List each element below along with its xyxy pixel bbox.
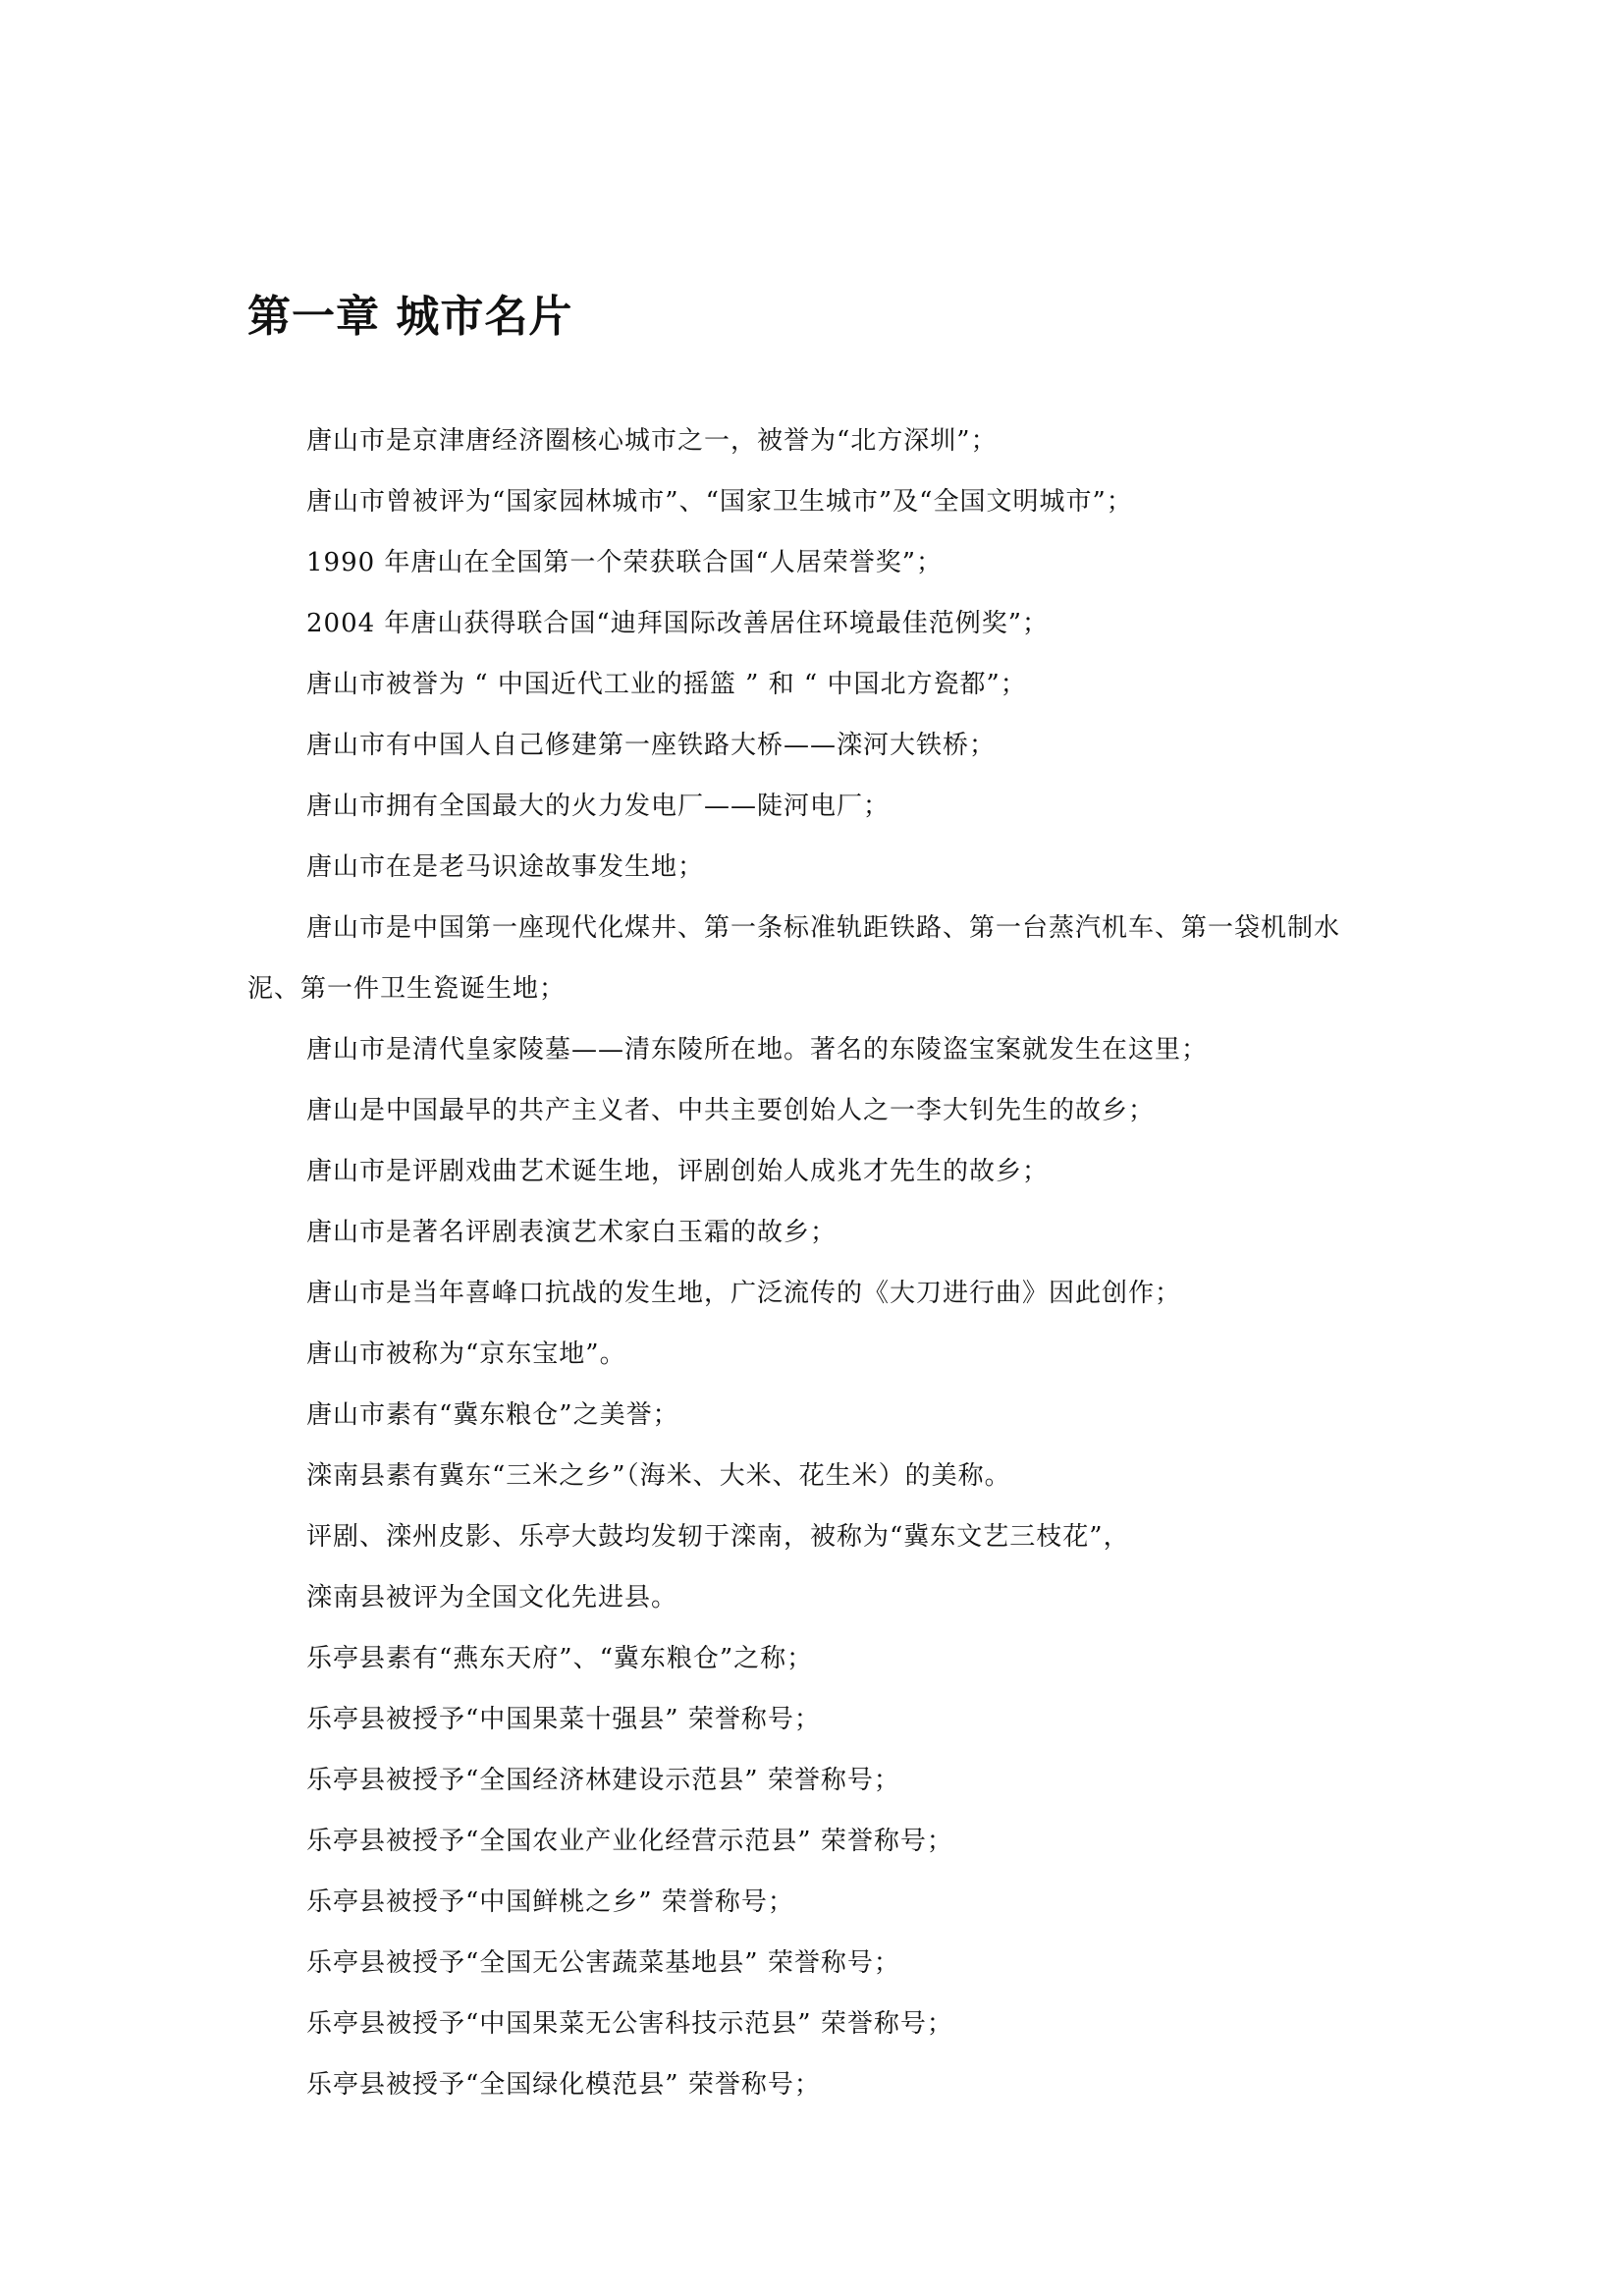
paragraph: 唐山市是京津唐经济圈核心城市之一，被誉为“北方深圳”； (306, 426, 998, 456)
paragraph: 乐亭县素有“燕东天府”、“冀东粮仓”之称； (306, 1644, 814, 1673)
chapter-title: 第一章 城市名片 (247, 292, 573, 342)
paragraph: 唐山市被称为“京东宝地”。 (306, 1339, 626, 1369)
paragraph: 乐亭县被授予“全国绿化模范县” 荣誉称号； (306, 2070, 821, 2100)
paragraph: 唐山市被誉为 “ 中国近代工业的摇篮 ” 和 “ 中国北方瓷都”； (306, 670, 1027, 699)
paragraph: 唐山市曾被评为“国家园林城市”、“国家卫生城市”及“全国文明城市”； (306, 487, 1133, 517)
paragraph: 1990 年唐山在全国第一个荣获联合国“人居荣誉奖”； (306, 548, 944, 577)
paragraph: 乐亭县被授予“中国鲜桃之乡” 荣誉称号； (306, 1887, 794, 1917)
paragraph: 滦南县被评为全国文化先进县。 (306, 1583, 678, 1613)
paragraph: 乐亭县被授予“全国农业产业化经营示范县” 荣誉称号； (306, 1827, 953, 1856)
paragraph: 乐亭县被授予“中国果菜十强县” 荣誉称号； (306, 1705, 821, 1734)
paragraph: 乐亭县被授予“中国果菜无公害科技示范县” 荣誉称号； (306, 2009, 953, 2039)
paragraph: 唐山市是评剧戏曲艺术诞生地，评剧创始人成兆才先生的故乡； (306, 1157, 1050, 1186)
paragraph: 唐山市是中国第一座现代化煤井、第一条标准轨距铁路、第一台蒸汽机车、第一袋机制水泥、第一件卫生瓷诞生地； (247, 913, 1341, 1004)
paragraph: 唐山市是著名评剧表演艺术家白玉霜的故乡； (306, 1218, 838, 1247)
paragraph: 乐亭县被授予“全国无公害蔬菜基地县” 荣誉称号； (306, 1948, 900, 1978)
paragraph: 滦南县素有冀东“三米之乡”（海米、大米、花生米）的美称。 (306, 1461, 1011, 1491)
paragraph: 唐山市拥有全国最大的火力发电厂——陡河电厂； (306, 792, 891, 821)
paragraph: 2004 年唐山获得联合国“迪拜国际改善居住环境最佳范例奖”； (306, 609, 1050, 638)
paragraph: 唐山市在是老马识途故事发生地； (306, 852, 705, 882)
paragraph: 评剧、滦州皮影、乐亭大鼓均发轫于滦南，被称为“冀东文艺三枝花”， (306, 1522, 1130, 1552)
paragraph: 唐山是中国最早的共产主义者、中共主要创始人之一李大钊先生的故乡； (306, 1096, 1156, 1125)
paragraph: 唐山市素有“冀东粮仓”之美誉； (306, 1400, 679, 1430)
paragraph: 唐山市有中国人自己修建第一座铁路大桥——滦河大铁桥； (306, 731, 997, 760)
paragraph: 唐山市是当年喜峰口抗战的发生地，广泛流传的《大刀进行曲》因此创作； (306, 1279, 1182, 1308)
body-text (247, 410, 1386, 2115)
paragraph: 乐亭县被授予“全国经济林建设示范县” 荣誉称号； (306, 1766, 900, 1795)
paragraph: 唐山市是清代皇家陵墓——清东陵所在地。著名的东陵盗宝案就发生在这里； (306, 1035, 1209, 1065)
